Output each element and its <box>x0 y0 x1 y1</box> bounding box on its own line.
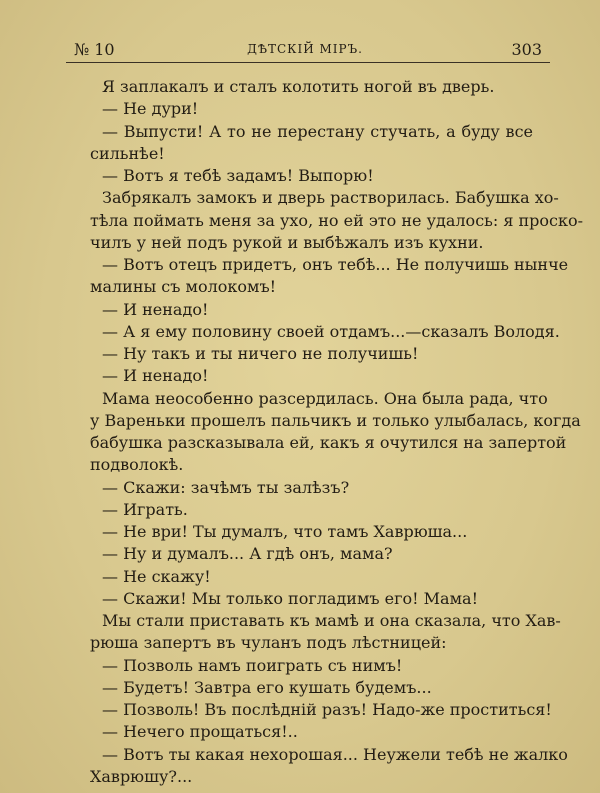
text-line: — Вотъ отецъ придетъ, онъ тебѣ... Не получишь нынче <box>102 255 569 274</box>
text-line: — Нечего прощаться!.. <box>102 722 298 742</box>
text-line: — Не скажу! <box>102 566 211 586</box>
text-line: — Не дури! <box>102 99 199 119</box>
text-line: Мы стали приставать къ мамѣ и она сказала, что Хав- <box>102 611 561 630</box>
text-line: чилъ у ней подъ рукой и выбѣжалъ изъ кухни. <box>90 232 484 252</box>
text-line: — А я ему половину своей отдамъ...—сказалъ Володя. <box>102 321 560 341</box>
text-line: у Вареньки прошелъ пальчикъ и только улыбалась, когда <box>90 410 581 430</box>
text-line: — Будетъ! Завтра его кушать будемъ... <box>102 677 432 697</box>
header-rule <box>66 62 550 63</box>
text-line: — Позволь! Въ послѣдній разъ! Надо-же проститься! <box>102 700 552 719</box>
text-line: сильнѣе! <box>90 143 165 163</box>
text-line: Мама неособенно разсердилась. Она была рада, что <box>102 388 548 408</box>
story-text <box>90 76 584 788</box>
text-line: — Вотъ я тебѣ задамъ! Выпорю! <box>102 166 374 185</box>
text-line: — Скажи! Мы только погладимъ его! Мама! <box>102 588 478 608</box>
text-line: малины съ молокомъ! <box>90 277 277 297</box>
text-line: — Ну такъ и ты ничего не получишь! <box>102 344 419 363</box>
text-line: — Играть. <box>102 499 188 519</box>
issue-number: № 10 <box>74 40 115 59</box>
text-line: Хаврюшу?... <box>90 766 193 786</box>
text-line: — И ненадо! <box>102 299 209 319</box>
text-line: Я заплакалъ и сталъ колотить ногой въ дверь. <box>102 77 495 96</box>
journal-title: ДѢТСКІЙ МІРЪ. <box>247 42 363 56</box>
text-line: — Позволь намъ поиграть съ нимъ! <box>102 655 403 675</box>
text-line: — Ну и думалъ... А гдѣ онъ, мама? <box>102 544 393 564</box>
text-line: — Вотъ ты какая нехорошая... Неужели тебѣ не жалко <box>102 744 568 764</box>
text-line: — Выпусти! А то не перестану стучать, а буду все <box>102 121 533 141</box>
page-number: 303 <box>511 40 542 59</box>
running-header <box>60 40 550 62</box>
text-line: тѣла поймать меня за ухо, но ей это не удалось: я проско- <box>90 210 584 230</box>
text-line: рюша запертъ въ чуланъ подъ лѣстницей: <box>90 633 447 653</box>
text-line: бабушка разсказывала ей, какъ я очутился на запертой <box>90 433 567 452</box>
text-line: — И ненадо! <box>102 366 209 386</box>
text-line: подволокѣ. <box>90 455 184 475</box>
text-line: — Скажи: зачѣмъ ты залѣзъ? <box>102 477 350 497</box>
text-line: — Не ври! Ты думалъ, что тамъ Хаврюша... <box>102 522 468 541</box>
text-line: Забрякалъ замокъ и дверь растворилась. Бабушка хо- <box>102 188 559 208</box>
